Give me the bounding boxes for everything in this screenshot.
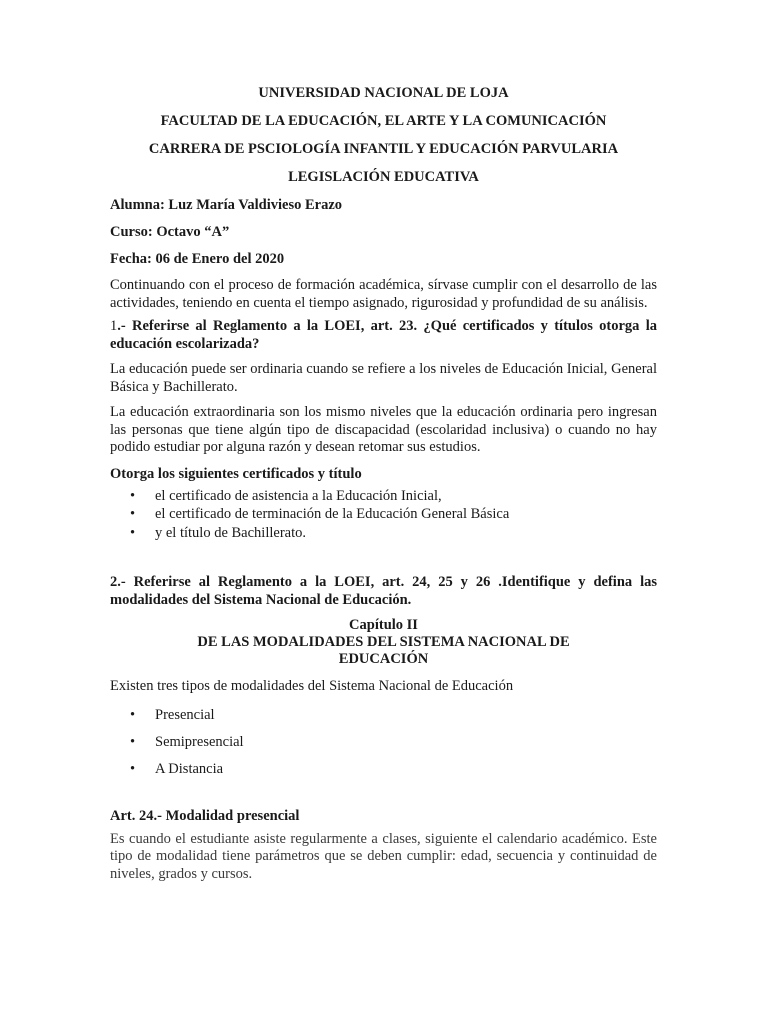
list-item: • Semipresencial [130,733,244,750]
modalities-list [110,706,657,778]
bullet-icon: • [130,524,136,541]
certificates-heading: Otorga los siguientes certificados y título [110,465,362,482]
course-line: Curso: Octavo “A” [110,224,230,240]
document-page [110,84,657,883]
bullet-icon: • [130,487,136,504]
list-item: • Presencial [130,706,215,723]
list-item: • y el título de Bachillerato. [130,524,306,541]
article-24-title: Art. 24.- Modalidad presencial [110,807,300,824]
answer-1-paragraph-1: La educación puede ser ordinaria cuando se refiere a los niveles de Educación Inicial, General Básica y Bachillerato. [110,361,657,395]
list-item: • el certificado de asistencia a la Educación Inicial, [130,487,442,504]
intro-paragraph: Continuando con el proceso de formación académica, sírvase cumplir con el desarrollo de las actividades, teniendo en cuenta el tiempo asignado, rigurosidad y profundidad de su análisis. [110,277,657,311]
bullet-icon: • [130,706,136,723]
chapter-title-line-2: EDUCACIÓN [338,651,429,667]
chapter-heading [110,617,657,668]
question-1 [110,318,657,353]
bullet-icon: • [130,733,136,750]
date-line: Fecha: 06 de Enero del 2020 [110,251,285,267]
list-item: • A Distancia [130,760,224,777]
modalities-intro: Existen tres tipos de modalidades del Sistema Nacional de Educación [110,678,514,694]
answer-1-paragraph-2: La educación extraordinaria son los mismo niveles que la educación ordinaria pero ingresan las personas que tiene algún tipo de discapacidad (escolaridad inclusiva) o cuando no hay podido estudiar por alguna razón y desean retomar sus estudios. [110,404,657,455]
bullet-icon: • [130,760,136,777]
question-2: 2.- Referirse al Reglamento a la LOEI, art. 24, 25 y 26 .Identifique y defina las modalidades del Sistema Nacional de Educación. [110,574,657,608]
student-name: Alumna: Luz María Valdivieso Erazo [110,197,343,213]
certificates-list [110,487,657,543]
university-title: UNIVERSIDAD NACIONAL DE LOJA [258,85,509,101]
chapter-number: Capítulo II [349,617,418,633]
question-1-number: 1 [110,318,118,334]
bullet-icon: • [130,506,136,522]
list-item: • el certificado de terminación de la Educación General Básica [130,506,510,522]
article-24-text: Es cuando el estudiante asiste regularmente a clases, siguiente el calendario académico. Este tipo de modalidad tiene parámetros que se deben cumplir: edad, secuencia y continuidad de niveles, grados y cursos. [110,830,657,882]
faculty-title: FACULTAD DE LA EDUCACIÓN, EL ARTE Y LA COMUNICACIÓN [160,113,607,129]
chapter-title-line-1: DE LAS MODALIDADES DEL SISTEMA NACIONAL DE [197,634,570,650]
question-1-text: .- Referirse al Reglamento a la LOEI, art. 23. ¿Qué certificados y títulos otorga la educación escolarizada? [110,318,657,352]
subject-title: LEGISLACIÓN EDUCATIVA [288,169,479,185]
career-title: CARRERA DE PSCIOLOGÍA INFANTIL Y EDUCACIÓN PARVULARIA [148,141,619,157]
